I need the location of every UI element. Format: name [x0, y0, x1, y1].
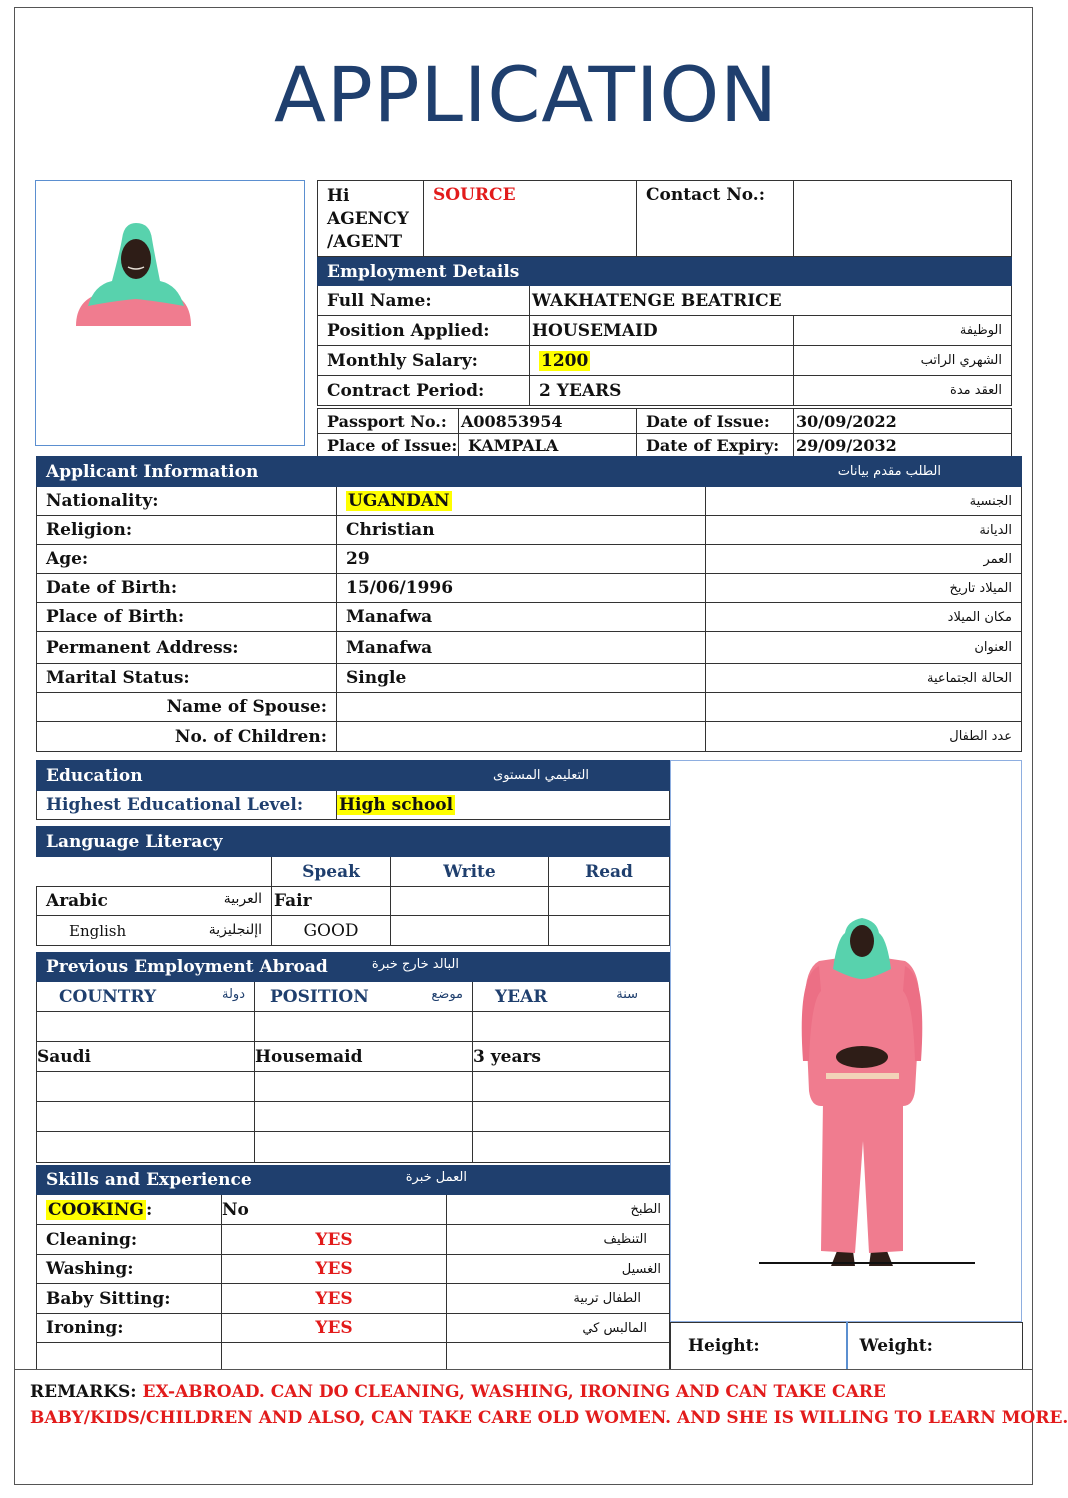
remarks-text-1: EX-ABROAD. CAN DO CLEANING, WASHING, IRONING AND CAN TAKE CARE [142, 1382, 886, 1402]
religion-label: Religion: [37, 516, 337, 545]
language-table [36, 826, 670, 946]
year-col: YEAR سنة [473, 982, 670, 1012]
arabic-row-label: Arabic العربية [37, 887, 272, 916]
skills-header: Skills and Experience العمل خبرة [37, 1166, 447, 1195]
washing-ar: الغسيل [447, 1255, 670, 1284]
dob-value: 15/06/1996 [337, 574, 706, 603]
baby-sitting-label: Baby Sitting: [37, 1284, 222, 1314]
speak-col: Speak [272, 857, 391, 887]
cleaning-value: YES [222, 1225, 447, 1255]
previous-employment-table [36, 952, 670, 1163]
applicant-table [36, 456, 1022, 752]
position-col: POSITION موضع [255, 982, 473, 1012]
weight-label: Weight: [847, 1323, 1023, 1370]
washing-value: YES [222, 1255, 447, 1284]
cleaning-ar: التنظيف [447, 1225, 670, 1255]
address-label: Permanent Address: [37, 632, 337, 664]
contact-label: Contact No.: [637, 181, 794, 257]
place-of-birth-ar: مكان الميلاد [706, 603, 1022, 632]
salary-value: 1200 [541, 350, 589, 371]
education-label: Highest Educational Level: [37, 791, 337, 820]
place-of-issue-label: Place of Issue: [318, 434, 459, 457]
place-of-issue-value: KAMPALA [459, 434, 637, 457]
english-read [549, 916, 670, 946]
passport-no-label: Passport No.: [318, 409, 459, 434]
skills-empty-cell [222, 1343, 447, 1370]
prev-country-cell [37, 1102, 255, 1132]
prev-position-cell [255, 1012, 473, 1042]
previous-header: Previous Employment Abroad البالد خارج خبرة [37, 953, 473, 982]
prev-position-cell: Housemaid [255, 1042, 473, 1072]
applicant-header: Applicant Information [37, 457, 706, 487]
full-body-photo-frame [670, 760, 1022, 1322]
washing-label: Washing: [37, 1255, 222, 1284]
prev-country-cell [37, 1012, 255, 1042]
cleaning-label: Cleaning: [37, 1225, 222, 1255]
age-value: 29 [337, 545, 706, 574]
ironing-ar: المالبس كي [447, 1314, 670, 1343]
marital-status-ar: الحالة الجتماعية [706, 664, 1022, 693]
agency-table [317, 180, 1012, 257]
education-header: Education [37, 761, 337, 791]
full-name-label: Full Name: [318, 286, 530, 316]
religion-ar: الديانة [706, 516, 1022, 545]
nationality-label: Nationality: [37, 487, 337, 516]
salary-label: Monthly Salary: [318, 346, 530, 376]
prev-year-cell [473, 1102, 670, 1132]
cooking-value: No [222, 1195, 447, 1225]
prev-country-cell: Saudi [37, 1042, 255, 1072]
marital-status-label: Marital Status: [37, 664, 337, 693]
remarks-text-2: BABY/KIDS/CHILDREN AND ALSO, CAN TAKE CARE OLD WOMEN. AND SHE IS WILLING TO LEARN MORE. [30, 1408, 1068, 1428]
education-value: High school [339, 795, 454, 815]
english-row-label: English اإلنجليزية [37, 916, 272, 946]
issue-date-label: Date of Issue: [637, 409, 794, 434]
children-ar: عدد الطفال [706, 722, 1022, 752]
employment-table [317, 257, 1012, 406]
language-header: Language Literacy [37, 827, 670, 857]
english-write [391, 916, 549, 946]
age-label: Age: [37, 545, 337, 574]
portrait-photo [35, 180, 305, 446]
marital-status-value: Single [337, 664, 706, 693]
dob-label: Date of Birth: [37, 574, 337, 603]
page-title: APPLICATION [273, 50, 779, 139]
applicant-header-ar: الطلب مقدم بيانات [706, 457, 1022, 487]
children-label: No. of Children: [37, 722, 337, 752]
spouse-value [337, 693, 706, 722]
nationality-ar: الجنسية [706, 487, 1022, 516]
write-col: Write [391, 857, 549, 887]
ironing-label: Ironing: [37, 1314, 222, 1343]
address-ar: العنوان [706, 632, 1022, 664]
contract-value: 2 YEARS [530, 376, 794, 406]
contract-label: Contract Period: [318, 376, 530, 406]
prev-position-cell [255, 1072, 473, 1102]
remarks-label: REMARKS: [30, 1382, 137, 1402]
position-label: Position Applied: [318, 316, 530, 346]
salary-ar: الشهري الراتب [794, 346, 1012, 376]
country-col: COUNTRY دولة [37, 982, 255, 1012]
prev-position-cell [255, 1102, 473, 1132]
arabic-read [549, 887, 670, 916]
address-value: Manafwa [337, 632, 706, 664]
prev-year-cell: 3 years [473, 1042, 670, 1072]
place-of-birth-label: Place of Birth: [37, 603, 337, 632]
english-speak: GOOD [272, 916, 391, 946]
expiry-date-value: 29/09/2032 [794, 434, 1012, 457]
passport-no-value: A00853954 [459, 409, 637, 434]
baby-sitting-value: YES [222, 1284, 447, 1314]
agency-label: Hi AGENCY /AGENT [318, 181, 424, 257]
prev-country-cell [37, 1132, 255, 1163]
arabic-speak: Fair [272, 887, 391, 916]
religion-value: Christian [337, 516, 706, 545]
contract-ar: العقد مدة [794, 376, 1012, 406]
skills-table [36, 1165, 670, 1370]
education-table [36, 760, 670, 820]
remarks-box [14, 1369, 1068, 1485]
prev-year-cell [473, 1132, 670, 1163]
age-ar: العمر [706, 545, 1022, 574]
full-name-value: WAKHATENGE BEATRICE [530, 286, 1012, 316]
cooking-label: COOKING : [37, 1195, 222, 1225]
prev-position-cell [255, 1132, 473, 1163]
dob-ar: الميلاد تاريخ [706, 574, 1022, 603]
arabic-write [391, 887, 549, 916]
prev-country-cell [37, 1072, 255, 1102]
contact-value [794, 181, 1012, 257]
baby-sitting-ar: الطفال تربية [447, 1284, 670, 1314]
read-col: Read [549, 857, 670, 887]
prev-year-cell [473, 1012, 670, 1042]
position-ar: الوظيفة [794, 316, 1012, 346]
skills-empty-cell [37, 1343, 222, 1370]
position-value: HOUSEMAID [530, 316, 794, 346]
spouse-ar [706, 693, 1022, 722]
body-measurements-table [670, 1322, 1023, 1370]
spouse-label: Name of Spouse: [37, 693, 337, 722]
children-value [337, 722, 706, 752]
issue-date-value: 30/09/2022 [794, 409, 1012, 434]
height-label: Height: [671, 1323, 847, 1370]
prev-year-cell [473, 1072, 670, 1102]
place-of-birth-value: Manafwa [337, 603, 706, 632]
employment-header: Employment Details [318, 258, 1012, 286]
expiry-date-label: Date of Expiry: [637, 434, 794, 457]
ironing-value: YES [222, 1314, 447, 1343]
skills-empty-cell [447, 1343, 670, 1370]
agency-value: SOURCE [424, 181, 637, 257]
passport-table [317, 408, 1012, 457]
education-header-ar: التعليمي المستوى [337, 761, 670, 791]
nationality-value: UGANDAN [348, 491, 450, 511]
cooking-ar: الطبخ [447, 1195, 670, 1225]
